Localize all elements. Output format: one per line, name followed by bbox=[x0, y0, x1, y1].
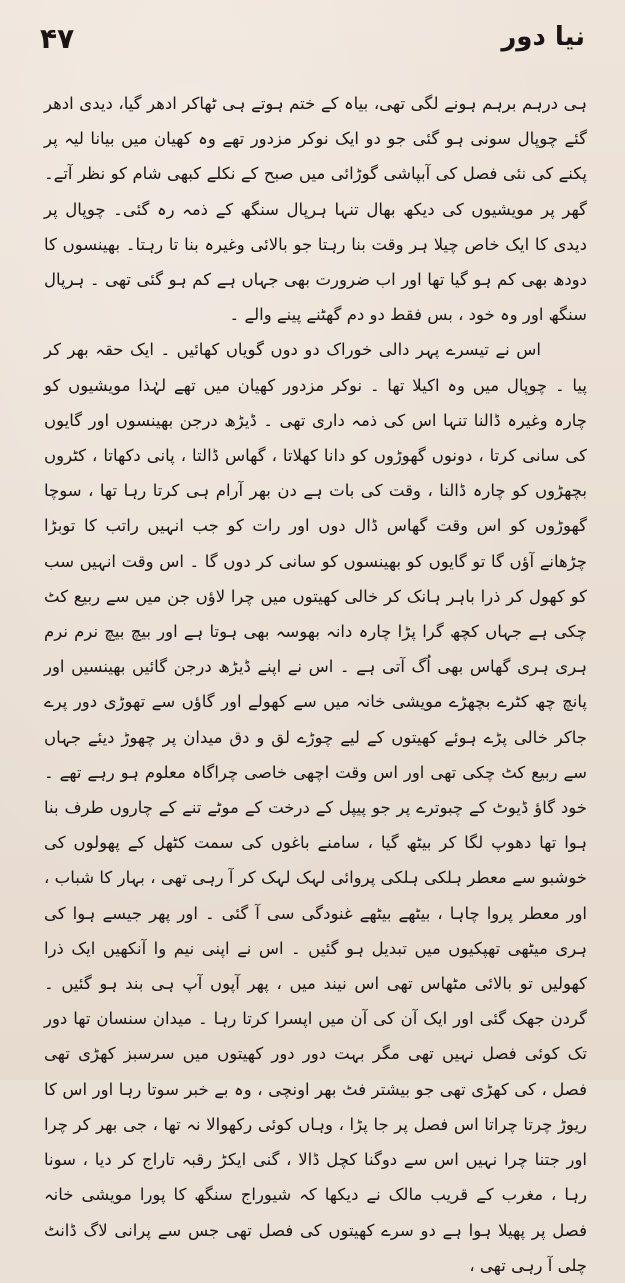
paragraph-1: ہی درہم برہم ہونے لگی تھی، بیاہ کے ختم ہوتے ہی ٹھاکر ادھر گیا، دیدی ادھر گئے چوپال سونی ہو گئی جو دو ایک نوکر مزدور تھے وہ کھیان میں بیانا لیہ پر پکنے کی نئی فصل کی آبپاشی گوڑائی میں صبح کے نکلے کبھی شام کو نظر آتے۔ گھر پر مویشیوں کی دیکھ بھال تنہا ہرپال سنگھ کے ذمہ رہ گئی۔ چوپال پر دیدی کا ایک خاص چیلا ہر وقت بنا رہتا جو بالائی وغیرہ بنا تا رہتا۔ بھینسوں کا دودھ بھی کم ہو گیا تھا اور اب ضرورت بھی جہاں ہے کم ہو گئی تھی ۔ ہرپال سنگھ اور وہ خود ، بس فقط دو دم گھٹنے پینے والے ۔ bbox=[44, 94, 587, 325]
page-number: ۴۷ bbox=[40, 22, 75, 55]
page-header bbox=[40, 14, 585, 64]
journal-title: نیا دور bbox=[501, 22, 585, 52]
paragraph-2: اس نے تیسرے پہر دالی خوراک دو دوں گویاں کھائیں ۔ ایک حقہ بھر کر پیا ۔ چوپال میں وہ اکیلا تھا ۔ نوکر مزدور کھیان میں تھے لہٰذا مویشیوں کو چارہ وغیرہ ڈالنا تنہا اس کی ذمہ داری تھی ۔ ڈیڑھ درجن بھینسوں اور گایوں کی سانی کرتا ، دونوں گھوڑوں کو دانا کھلاتا ، گھاس ڈالتا ، پانی دکھاتا ، کٹروں بچھڑوں کو چارہ ڈالنا ، وقت کی بات ہے دن بھر آرام ہی کرتا رہا تھا ، سوچا گھوڑوں کو اس وقت گھاس ڈال دوں اور رات کو جب انہیں راتب کا توبڑا چڑھانے آؤں گا تو گایوں کو بھینسوں کو سانی کر دوں گا ۔ اس وقت انہیں سب کو کھول کر ذرا باہر ہانک کر خالی کھیتوں میں چرا لاؤں جن میں سے ربیع کٹ چکی ہے جہاں کچھ گرا پڑا چارہ دانہ بھوسہ بھی ہوتا ہے اور بیچ بیچ نرم نرم ہری ہری گھاس بھی اُگ آتی ہے ۔ اس نے اپنے ڈیڑھ درجن گائیں بھینسیں اور پانچ چھ کٹرے بچھڑے مویشی خانہ میں سے کھولے اور گاؤں سے تھوڑی دور پرے جاکر خالی پڑے ہوئے کھیتوں کے لیے چوڑے لق و دق میدان پر چھوڑ دیئے جہاں سے ربیع کٹ چکی تھی اور اس وقت اچھی خاصی چراگاہ معلوم ہو رہے تھے ۔ خود گاؤ ڈیوٹ کے چبوترے پر جو پیپل کے درخت کے موٹے تنے کے چاروں طرف بنا ہوا تھا دھوپ لگا کر بیٹھ گیا ، سامنے باغوں کی سمت کٹھل کے پھولوں کی خوشبو سے معطر ہلکی ہلکی پروائی لہک لہک کر آ رہی تھی ، بہار کا شباب ، اور معطر پروا چاہا ، بیٹھے بیٹھے غنودگی سی آ گئی ۔ اور پھر جیسے ہوا کی ہری میٹھی تھپکیوں میں تبدیل ہو گئیں ۔ اس نے اپنی نیم وا آنکھیں ایک ذرا کھولیں تو بالائی مٹھاس تھی اس نیند میں ، پھر آپوں آپ ہی بند ہو گئیں ۔ گردن جھک گئی اور ایک آن کی آن میں اپسرا کرتا رہا ۔ میدان سنسان تھا دور تک کوئی فصل نہیں تھی مگر بہت دور دور کھیتوں میں سرسبز کھڑی تھی فصل ، کی کھڑی تھی جو بیشتر فٹ بھر اونچی ، وہ بے خبر سوتا رہا اور اس کا ریوڑ چرتا چراتا اس فصل پر جا پڑا ، وہاں کوئی رکھوالا نہ تھا ، جی بھر کر چرا اور جتنا چرا نہیں اس سے دوگنا کچل ڈالا ، گنی ایکڑ رقبہ تاراج کر دیا ، سونا رہا ، مغرب کے قریب مالک نے دیکھا کہ شیوراج سنگھ کا پورا مویشی خانہ فصل پر پھیلا ہوا ہے دو سرے کھیتوں کی فصل تھی جس سے پرانی لاگ ڈانٹ چلی آ رہی تھی ، bbox=[44, 340, 587, 1275]
story-text bbox=[44, 86, 587, 1275]
